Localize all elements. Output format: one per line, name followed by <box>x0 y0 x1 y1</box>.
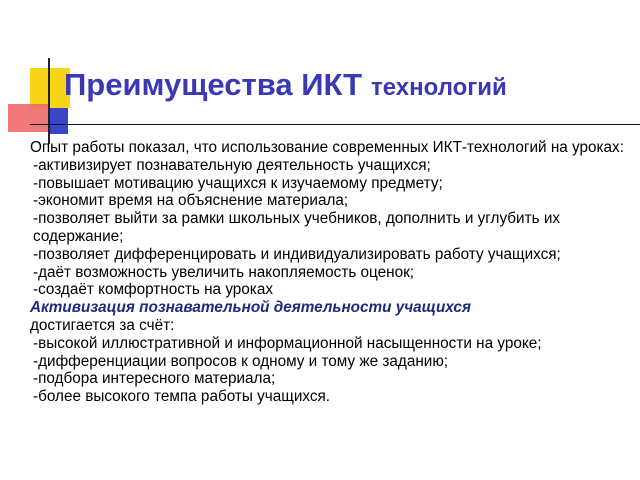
means-item: -дифференциации вопросов к одному и тому же заданию; <box>33 352 449 370</box>
slide-title-main: Преимущества ИКТ <box>64 67 363 102</box>
benefit-item: -повышает мотивацию учащихся к изучаемому предмету; <box>33 174 443 192</box>
intro-text: Опыт работы показал, что использование современных ИКТ-технологий на уроках: <box>30 139 624 156</box>
benefit-item: -позволяет дифференцировать и индивидуализировать работу учащихся; <box>33 245 561 263</box>
benefit-item: -активизирует познавательную деятельность учащихся; <box>33 156 431 174</box>
emphasis-heading: Активизация познавательной деятельности учащихся <box>30 299 471 317</box>
slide-title-tail: технологий <box>371 74 507 101</box>
decor-red-square <box>8 104 48 132</box>
benefit-item: -позволяет выйти за рамки школьных учебников, дополнить и углубить их содержание; <box>33 210 561 245</box>
benefit-item: -экономит время на объяснение материала; <box>33 192 349 210</box>
slide-body <box>30 139 634 406</box>
means-item: -более высокого темпа работы учащихся. <box>33 388 331 406</box>
means-item: -подбора интересного материала; <box>33 370 276 388</box>
decor-blue-square <box>48 108 68 134</box>
decor-vertical-line <box>48 58 50 144</box>
slide-title <box>64 66 507 103</box>
emphasis-tail: достигается за счёт: <box>30 316 175 334</box>
title-underline <box>30 124 640 125</box>
means-item: -высокой иллюстративной и информационной насыщенности на уроке; <box>33 334 542 352</box>
benefit-item: -даёт возможность увеличить накопляемость оценок; <box>33 263 415 281</box>
benefit-item: -создаёт комфортность на уроках <box>33 281 273 299</box>
